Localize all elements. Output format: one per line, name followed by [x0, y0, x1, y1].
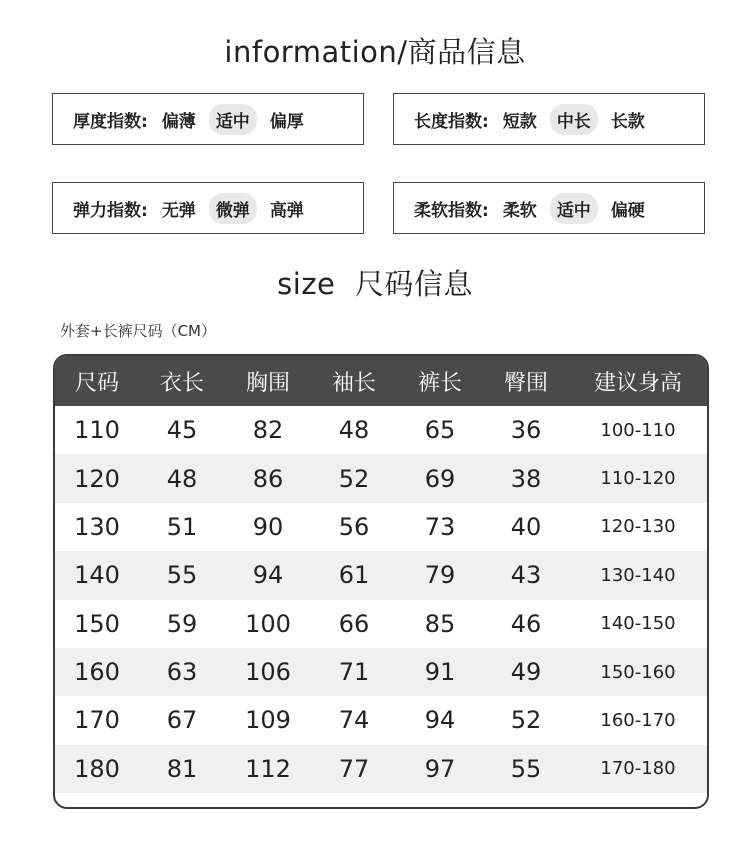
cell-sleeve: 52	[338, 464, 370, 493]
cell-sleeve: 71	[338, 658, 370, 687]
cell-top-length: 59	[166, 609, 198, 638]
cell-hip: 46	[510, 609, 542, 638]
cell-pants-length: 85	[424, 609, 456, 638]
cell-top-length: 55	[166, 561, 198, 590]
cell-size: 110	[74, 416, 120, 445]
cell-size: 160	[74, 658, 120, 687]
cell-chest: 86	[252, 464, 284, 493]
table-row	[55, 551, 707, 599]
spec-option: 无弹	[161, 200, 196, 221]
cell-chest: 90	[252, 512, 284, 541]
cell-sleeve: 77	[338, 754, 370, 783]
spec-elasticity	[52, 182, 364, 234]
cell-chest: 100	[245, 609, 291, 638]
spec-option-selected: 适中	[209, 104, 257, 135]
spec-option: 偏薄	[161, 111, 196, 132]
spec-option: 偏厚	[269, 111, 304, 132]
table-row	[55, 406, 707, 454]
cell-pants-length: 91	[424, 658, 456, 687]
cell-size: 140	[74, 561, 120, 590]
cell-chest: 109	[245, 706, 291, 735]
cell-chest: 82	[252, 416, 284, 445]
cell-height: 120-130	[600, 516, 676, 538]
spec-option: 短款	[502, 111, 537, 132]
cell-pants-length: 94	[424, 706, 456, 735]
spec-option: 高弹	[269, 200, 304, 221]
cell-hip: 36	[510, 416, 542, 445]
cell-pants-length: 69	[424, 464, 456, 493]
table-row	[55, 648, 707, 696]
spec-option-selected: 适中	[550, 193, 598, 224]
table-row	[55, 600, 707, 648]
cell-pants-length: 97	[424, 754, 456, 783]
header-size: 尺码	[74, 370, 119, 396]
size-table	[53, 354, 709, 809]
cell-sleeve: 48	[338, 416, 370, 445]
cell-top-length: 63	[166, 658, 198, 687]
table-row	[55, 454, 707, 502]
cell-hip: 40	[510, 512, 542, 541]
spec-label: 长度指数:	[414, 111, 489, 132]
spec-option: 偏硬	[610, 200, 645, 221]
cell-hip: 52	[510, 706, 542, 735]
spec-option: 柔软	[502, 200, 537, 221]
spec-label: 弹力指数:	[73, 200, 148, 221]
spec-label: 厚度指数:	[73, 111, 148, 132]
table-row	[55, 503, 707, 551]
cell-height: 100-110	[600, 419, 676, 441]
cell-sleeve: 74	[338, 706, 370, 735]
cell-size: 130	[74, 512, 120, 541]
table-row	[55, 696, 707, 744]
cell-height: 150-160	[600, 661, 676, 683]
header-pants-length: 裤长	[417, 370, 462, 396]
cell-hip: 55	[510, 754, 542, 783]
cell-size: 120	[74, 464, 120, 493]
cell-height: 170-180	[600, 758, 676, 780]
cell-height: 130-140	[600, 564, 676, 586]
cell-top-length: 81	[166, 754, 198, 783]
table-row	[55, 745, 707, 793]
cell-pants-length: 79	[424, 561, 456, 590]
cell-chest: 94	[252, 561, 284, 590]
cell-pants-length: 65	[424, 416, 456, 445]
size-title: size 尺码信息	[277, 267, 473, 301]
spec-option: 长款	[610, 111, 645, 132]
cell-size: 180	[74, 754, 120, 783]
cell-size: 150	[74, 609, 120, 638]
cell-sleeve: 66	[338, 609, 370, 638]
spec-label: 柔软指数:	[414, 200, 489, 221]
spec-softness	[393, 182, 705, 234]
table-header	[55, 356, 707, 406]
cell-pants-length: 73	[424, 512, 456, 541]
table-subtitle: 外套+长裤尺码（CM）	[60, 322, 216, 340]
spec-length	[393, 93, 705, 145]
cell-height: 140-150	[600, 613, 676, 635]
header-chest: 胸围	[245, 370, 290, 396]
cell-size: 170	[74, 706, 120, 735]
cell-top-length: 48	[166, 464, 198, 493]
cell-top-length: 51	[166, 512, 198, 541]
table-body	[55, 406, 707, 793]
cell-sleeve: 56	[338, 512, 370, 541]
spec-option-selected: 中长	[550, 104, 598, 135]
cell-chest: 112	[245, 754, 291, 783]
header-hip: 臀围	[503, 370, 548, 396]
cell-chest: 106	[245, 658, 291, 687]
spec-thickness	[52, 93, 364, 145]
cell-hip: 38	[510, 464, 542, 493]
cell-top-length: 67	[166, 706, 198, 735]
header-sleeve: 袖长	[331, 370, 376, 396]
cell-height: 110-120	[600, 468, 676, 490]
spec-option-selected: 微弹	[209, 193, 257, 224]
cell-top-length: 45	[166, 416, 198, 445]
cell-hip: 49	[510, 658, 542, 687]
cell-height: 160-170	[600, 709, 676, 731]
cell-sleeve: 61	[338, 561, 370, 590]
page-title: information/商品信息	[224, 35, 526, 69]
cell-hip: 43	[510, 561, 542, 590]
header-height: 建议身高	[593, 370, 682, 396]
header-top-length: 衣长	[159, 370, 204, 396]
